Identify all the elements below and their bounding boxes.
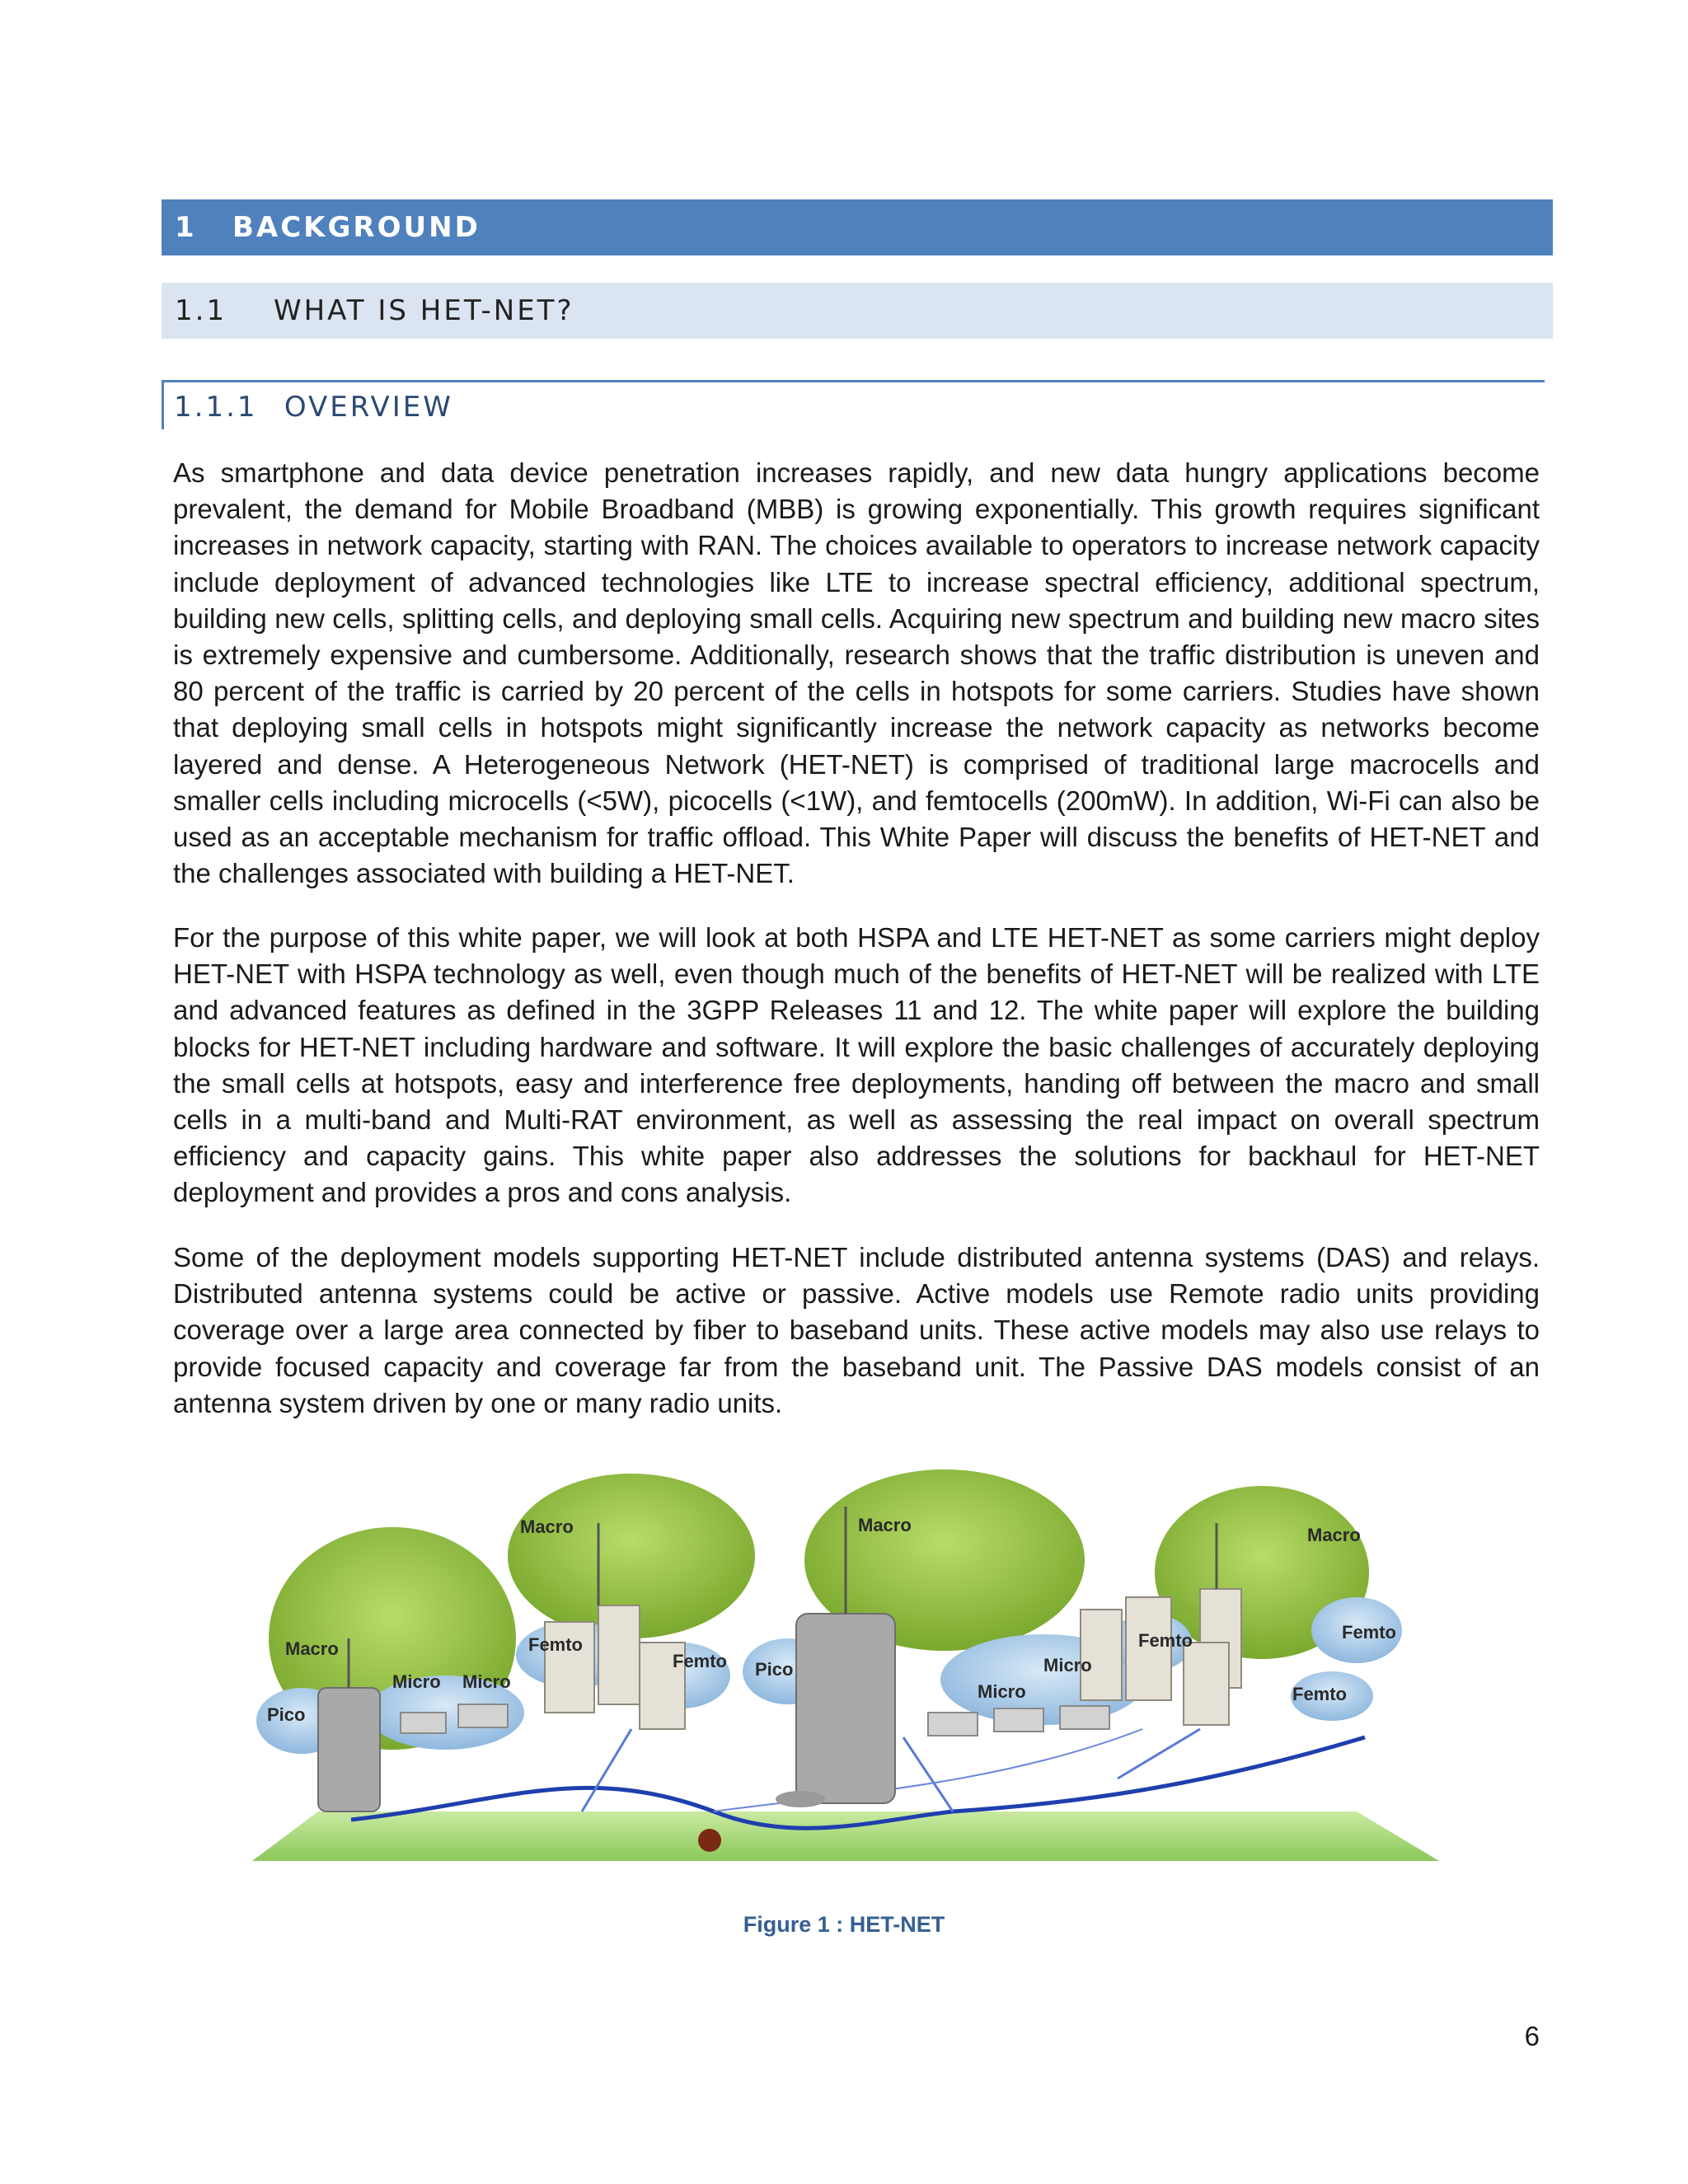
label-macro: Macro xyxy=(858,1515,912,1535)
page-number: 6 xyxy=(1524,2021,1540,2051)
label-micro: Micro xyxy=(392,1671,441,1692)
figure-caption: Figure 1 : HET-NET xyxy=(743,1912,945,1937)
label-micro: Micro xyxy=(978,1681,1026,1702)
section-heading-1 xyxy=(162,199,1553,255)
router-node xyxy=(698,1829,721,1852)
subsubsection-title: OVERVIEW xyxy=(284,391,453,424)
subsection-title: WHAT IS HET-NET? xyxy=(274,294,574,327)
label-femto: Femto xyxy=(1138,1630,1193,1651)
section-title: BACKGROUND xyxy=(232,211,481,244)
label-micro: Micro xyxy=(462,1671,511,1692)
paragraph: As smartphone and data device penetration increases rapidly, and new data hungry applications become prevalent, the demand for Mobile Broadband (MBB) is growing exponentially. This growth requires significant increases in network capacity, starting with RAN. The choices available to operators to increase network capacity include deployment of advanced technologies like LTE to increase spectral efficiency, additional spectrum, building new cells, splitting cells, and deploying small cells. Acquiring new spectrum and building new macro sites is extremely expensive and cumbersome. Additionally, research shows that the traffic distribution is uneven and 80 percent of the traffic is carried by 20 percent of the cells in hotspots for some carriers. Studies have shown that deploying small cells in hotspots might significantly increase the network capacity as networks become layered and dense. A Heterogeneous Network (HET-NET) is comprised of traditional large macrocells and smaller cells including microcells (<5W), picocells (<1W), and femtocells (200mW). In addition, Wi-Fi can also be used as an acceptable mechanism for traffic offload. This White Paper will discuss the benefits of HET-NET and the challenges associated with building a HET-NET. xyxy=(173,457,1540,889)
label-micro: Micro xyxy=(1043,1655,1092,1675)
label-macro: Macro xyxy=(1307,1525,1361,1545)
label-macro: Macro xyxy=(285,1638,339,1659)
section-heading-3 xyxy=(162,380,1545,429)
label-femto: Femto xyxy=(673,1651,727,1671)
label-femto: Femto xyxy=(1292,1684,1347,1704)
subsection-number: 1.1 xyxy=(175,294,227,327)
section-heading-2 xyxy=(162,283,1553,339)
label-pico: Pico xyxy=(267,1704,306,1725)
label-macro: Macro xyxy=(520,1516,574,1537)
section-number: 1 xyxy=(175,211,197,244)
het-net-figure xyxy=(252,1465,1439,1877)
subsubsection-number: 1.1.1 xyxy=(174,391,258,424)
label-femto: Femto xyxy=(528,1634,583,1655)
gateway-node xyxy=(776,1791,825,1807)
ground-plane xyxy=(252,1811,1439,1861)
het-net-diagram xyxy=(252,1465,1439,1877)
paragraph: Some of the deployment models supporting HET-NET include distributed antenna systems (DAS) and relays. Distributed antenna systems could be active or passive. Active models use Remote radio units providing coverage over a large area connected by fiber to baseband units. These active models may also use relays to provide focused capacity and coverage far from the baseband unit. The Passive DAS models consist of an antenna system driven by one or many radio units. xyxy=(173,1242,1540,1418)
label-femto: Femto xyxy=(1342,1622,1396,1643)
label-pico: Pico xyxy=(755,1659,794,1680)
paragraph: For the purpose of this white paper, we will look at both HSPA and LTE HET-NET as some carriers might deploy HET-NET with HSPA technology as well, even though much of the benefits of HET-NET will be realized with LTE and advanced features as defined in the 3GPP Releases 11 and 12. The white paper will explore the building blocks for HET-NET including hardware and software. It will explore the basic challenges of accurately deploying the small cells at hotspots, easy and interference free deployments, handing off between the macro and small cells in a multi-band and Multi-RAT environment, as well as assessing the real impact on overall spectrum efficiency and capacity gains. This white paper also addresses the solutions for backhaul for HET-NET deployment and provides a pros and cons analysis. xyxy=(173,922,1540,1208)
